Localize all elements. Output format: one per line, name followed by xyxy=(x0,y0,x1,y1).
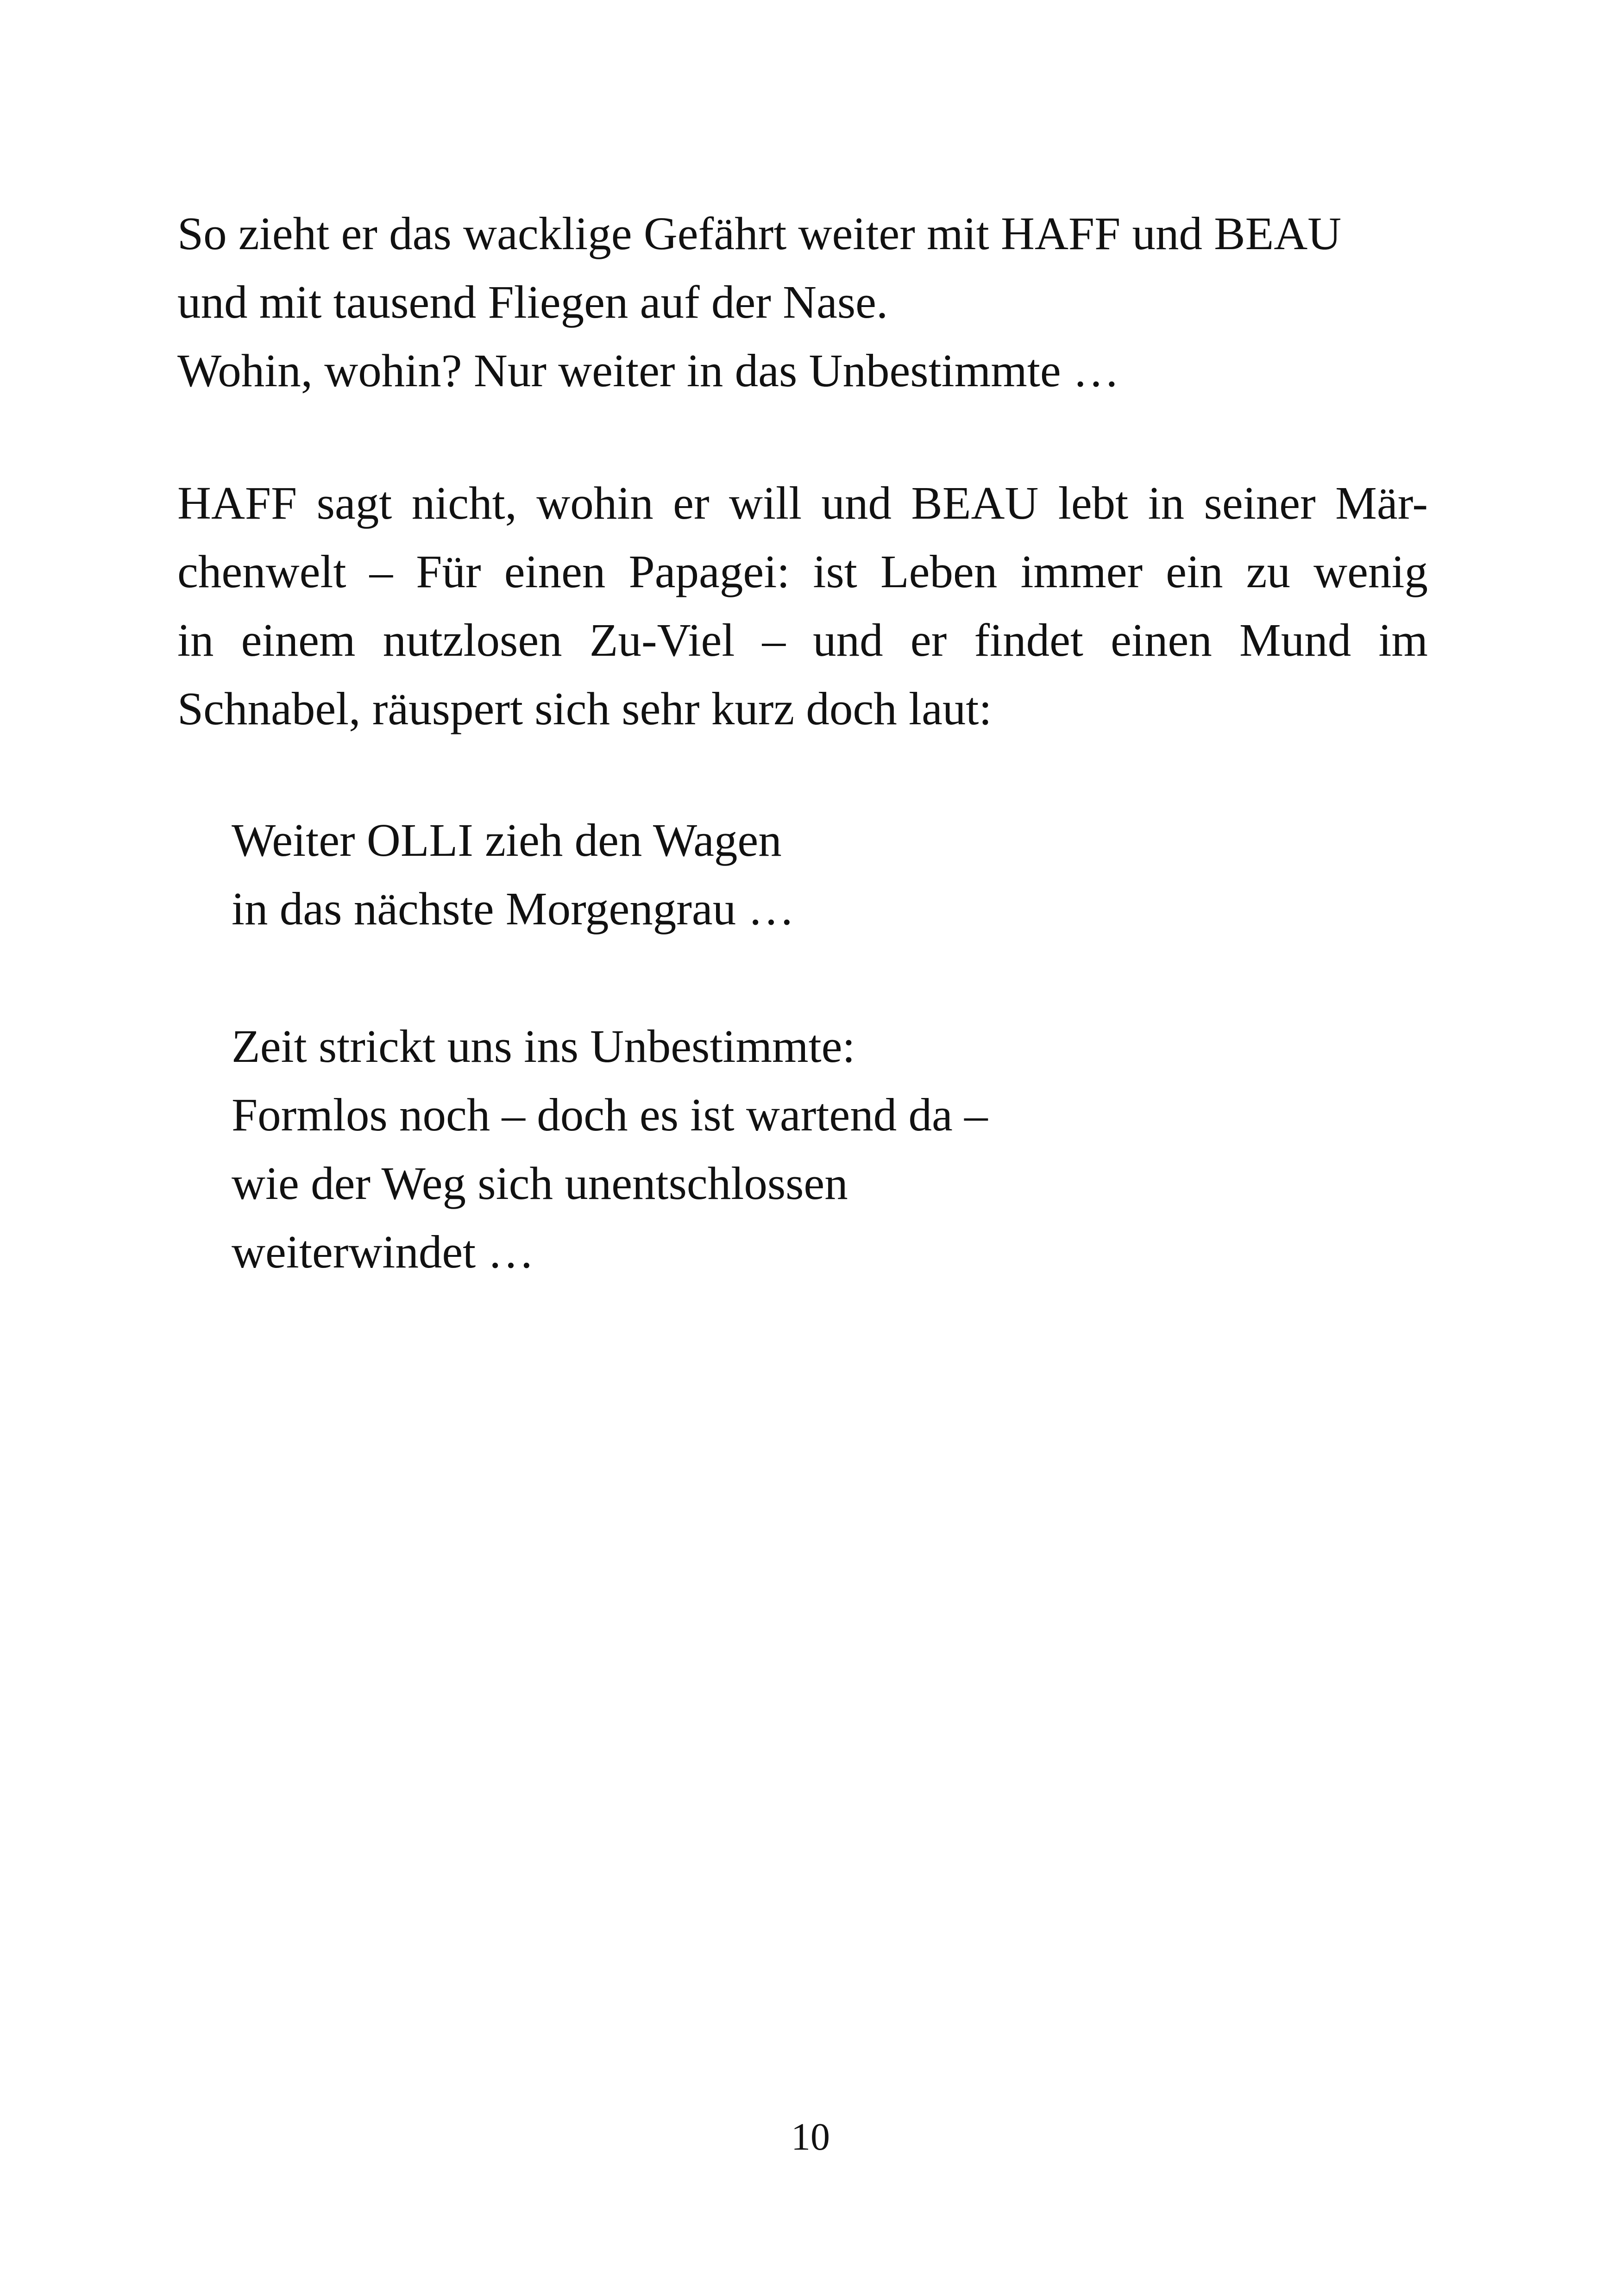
text-line: So zieht er das wacklige Gefährt weiter mit HAFF und BEAU xyxy=(177,207,1342,259)
verse-stanza-2 xyxy=(232,1012,1343,1286)
verse-stanza-1 xyxy=(232,806,1343,943)
verse-line: Formlos noch – doch es ist wartend da – xyxy=(232,1089,988,1141)
text-line: in einem nutzlosen Zu-Viel – und er findet einen Mund im xyxy=(177,614,1428,666)
verse-line: wie der Weg sich unentschlossen xyxy=(232,1157,848,1209)
text-line: Schnabel, räuspert sich sehr kurz doch laut: xyxy=(177,683,992,734)
verse-line: weiterwindet … xyxy=(232,1226,534,1278)
verse-line: Weiter OLLI zieh den Wagen xyxy=(232,814,782,866)
verse-line: in das nächste Morgengrau … xyxy=(232,883,795,935)
text-line: Wohin, wohin? Nur weiter in das Unbestimmte … xyxy=(177,345,1119,396)
text-line: und mit tausend Fliegen auf der Nase. xyxy=(177,276,888,328)
paragraph-1 xyxy=(177,199,1428,405)
paragraph-2 xyxy=(177,469,1428,743)
page-number: 10 xyxy=(791,2115,830,2158)
text-line: HAFF sagt nicht, wohin er will und BEAU lebt in seiner Mär- xyxy=(177,477,1428,529)
text-line: chenwelt – Für einen Papagei: ist Leben immer ein zu wenig xyxy=(177,546,1428,597)
verse-line: Zeit strickt uns ins Unbestimmte: xyxy=(232,1020,855,1072)
